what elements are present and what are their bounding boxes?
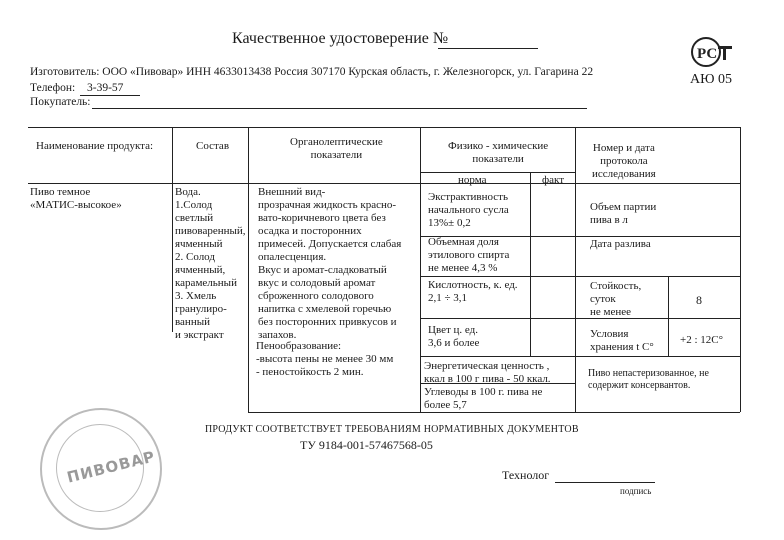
header-organoleptic: Органолептические показатели bbox=[290, 136, 383, 161]
certificate-number-line bbox=[438, 48, 538, 49]
norm-extract: Экстрактивность начального сусла 13%± 0,2 bbox=[428, 191, 509, 229]
signature-caption: подпись bbox=[620, 486, 652, 496]
norm-color: Цвет ц. ед. 3,6 и более bbox=[428, 324, 480, 349]
buyer-label: Покупатель: bbox=[30, 96, 91, 108]
conformity-statement: ПРОДУКТ СООТВЕТСТВУЕТ ТРЕБОВАНИЯМ НОРМАТИВНЫХ ДОКУМЕНТОВ bbox=[205, 424, 579, 435]
storage-label: Условия хранения t C° bbox=[590, 328, 654, 353]
signature-line bbox=[555, 482, 655, 483]
organoleptic-text: Внешний вид- прозрачная жидкость красно- вато-коричневого цвета без осадка и посторонних примесей. Допускается слабая опалесценция. Вкус и аромат-сладковатый вкус и солодовый аромат сброженного солодового напитка с хмелевой горечью без посторонних привкусов и запахов. bbox=[258, 186, 402, 341]
shelf-life-value: 8 bbox=[696, 293, 702, 307]
pasteurization-note: Пиво непастеризованное, не содержит консервантов. bbox=[588, 368, 709, 391]
company-stamp bbox=[40, 408, 162, 530]
header-fact: факт bbox=[542, 174, 565, 186]
batch-volume-label: Объем партии пива в л bbox=[590, 201, 657, 226]
storage-value: +2 : 12C° bbox=[680, 334, 723, 346]
header-physchem: Физико - химические показатели bbox=[448, 140, 549, 165]
foam-text: Пенообразование: -высота пены не менее 30 мм - пеностойкость 2 мин. bbox=[256, 340, 394, 378]
certification-code: АЮ 05 bbox=[690, 72, 732, 87]
phone-value: 3-39-57 bbox=[87, 82, 124, 94]
product-name: Пиво темное «МАТИС-высокое» bbox=[30, 186, 122, 211]
manufacturer-line: Изготовитель: ООО «Пивовар» ИНН 4633013438 Россия 307170 Курская область, г. Железногорск, ул. Гагарина 22 bbox=[30, 66, 594, 78]
svg-text:РС: РС bbox=[697, 46, 718, 62]
header-norm: норма bbox=[458, 174, 487, 186]
energy-value: Энергетическая ценность , ккал в 100 г пива - 50 ккал. Углеводы в 100 г. пива не более 5,7 bbox=[424, 360, 551, 411]
rst-certification-logo bbox=[690, 36, 734, 68]
header-protocol: Номер и дата протокола исследования bbox=[592, 142, 656, 180]
buyer-line bbox=[92, 108, 587, 109]
phone-label: Телефон: bbox=[30, 82, 76, 94]
technical-conditions: ТУ 9184-001-57467568-05 bbox=[300, 438, 433, 452]
norm-alcohol: Объемная доля этилового спирта не менее 4,3 % bbox=[428, 236, 510, 274]
bottling-date-label: Дата разлива bbox=[590, 238, 651, 250]
shelf-life-label: Стойкость, суток не менее bbox=[590, 280, 642, 318]
norm-acidity: Кислотность, к. ед. 2,1 ÷ 3,1 bbox=[428, 279, 518, 304]
header-composition: Состав bbox=[196, 140, 230, 152]
document-title: Качественное удостоверение № bbox=[232, 30, 449, 47]
header-product: Наименование продукта: bbox=[36, 140, 154, 152]
technologist-label: Технолог bbox=[502, 468, 550, 482]
composition-text: Вода. 1.Солод светлый пивоваренный, ячменный 2. Солод ячменный, карамельный 3. Хмель гранулиро- ванный и экстракт bbox=[175, 186, 246, 341]
stamp-text: ПИВОВАР bbox=[65, 447, 158, 487]
